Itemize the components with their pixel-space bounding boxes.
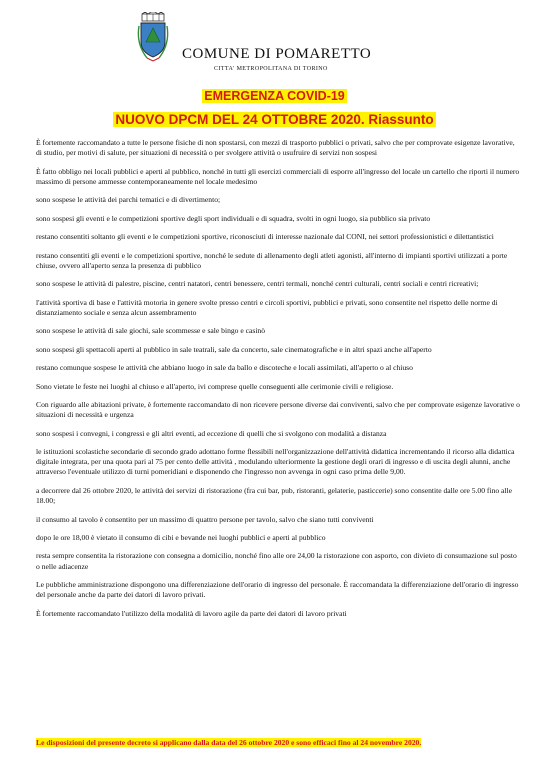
paragraph: sono sospese le attività di palestre, piscine, centri natatori, centri benessere, centri termali, nonché centri culturali, centri sociali e centri ricreativi; <box>36 279 479 289</box>
paragraph: sono sospese le attività dei parchi tematici e di divertimento; <box>36 195 221 205</box>
coat-of-arms-icon <box>136 12 170 62</box>
document-body <box>36 138 520 627</box>
paragraph: Sono vietate le feste nei luoghi al chiuso e all'aperto, ivi comprese quelle conseguenti alle cerimonie civili e religiose. <box>36 381 394 391</box>
dpcm-heading-text: NUOVO DPCM DEL 24 OTTOBRE 2020. Riassunto <box>115 112 434 127</box>
paragraph: È fortemente raccomandato l'utilizzo della modalità di lavoro agile da parte dei datori di lavoro privati <box>36 608 347 618</box>
paragraph: È fatto obbligo nei locali pubblici e aperti al pubblico, nonché in tutti gli esercizi commerciali di esporre all'ingresso del locale un cartello che riporti il numero massimo di persone ammesse contemporaneamente nel locale medesimo <box>36 166 520 186</box>
validity-note <box>36 738 520 748</box>
paragraph: Con riguardo alle abitazioni private, è fortemente raccomandato di non ricevere persone diverse dai conviventi, salvo che per comprovate esigenze lavorative o situazioni di necessità e urgenza <box>36 400 520 420</box>
dpcm-heading <box>0 112 549 127</box>
paragraph: restano consentiti soltanto gli eventi e le competizioni sportive, riconosciuti di interesse nazionale dal CONI, nei settori professionistici e dilettantistici <box>36 232 494 242</box>
paragraph: l'attività sportiva di base e l'attività motoria in genere svolte presso centri e circoli sportivi, pubblici e privati, sono consentite nel rispetto delle norme di distanziamento sociale e senza alcun assembramento <box>36 297 498 317</box>
paragraph: restano comunque sospese le attività che abbiano luogo in sale da ballo e discoteche e locali assimilati, all'aperto o al chiuso <box>36 363 413 373</box>
paragraph: sono sospesi gli eventi e le competizioni sportive degli sport individuali e di squadra, svolti in ogni luogo, sia pubblico sia privato <box>36 213 431 223</box>
paragraph: dopo le ore 18,00 è vietato il consumo di cibi e bevande nei luoghi pubblici e aperti al pubblico <box>36 532 326 542</box>
paragraph: le istituzioni scolastiche secondarie di secondo grado adottano forme flessibili nell'organizzazione dell'attività didattica incrementando il ricorso alla didattica digitale integrata, per una quota pari al 75 per cento delle attività , modulando ulteriormente la gestione degli orari di ingresso e di uscita degli alunni, anche attraverso l'eventuale utilizzo di turni pomeridiani e disponendo che l'ingresso non avvenga in ogni caso prima delle 9,00. <box>36 447 515 477</box>
paragraph: a decorrere dal 26 ottobre 2020, le attività dei servizi di ristorazione (fra cui bar, pub, ristoranti, gelaterie, pasticcerie) sono consentite dalle ore 5.00 fino alle 18.00; <box>36 485 513 506</box>
paragraph: Le pubbliche amministrazione dispongono una differenziazione dell'orario di ingresso del personale. È raccomandata la differenziazione dell'orario di ingresso del personale anche da parte dei datori di lavoro privati. <box>36 580 519 600</box>
paragraph: È fortemente raccomandato a tutte le persone fisiche di non spostarsi, con mezzi di trasporto pubblici o privati, salvo che per comprovate esigenze lavorative, di studio, per motivi di salute, per situazioni di necessità o per svolgere attività o usufruire di servizi non sospesi <box>36 138 515 158</box>
paragraph: il consumo al tavolo è consentito per un massimo di quattro persone per tavolo, salvo che siano tutti conviventi <box>36 514 374 524</box>
emergency-heading <box>0 89 549 103</box>
municipality-title: COMUNE DI POMARETTO <box>182 46 372 62</box>
paragraph: resta sempre consentita la ristorazione con consegna a domicilio, nonché fino alle ore 24,00 la ristorazione con asporto, con divieto di consumazione sul posto o nelle adiacenze <box>36 551 517 571</box>
municipality-subtitle: CITTA' METROPOLITANA DI TORINO <box>214 66 328 72</box>
emergency-heading-text: EMERGENZA COVID-19 <box>204 89 345 103</box>
paragraph: restano consentiti gli eventi e le competizioni sportive, nonché le sedute di allenamento degli atleti agonisti, all'interno di impianti sportivi utilizzati a porte chiuse, ovvero all'aperto senza la presenza di pubblico <box>36 250 508 270</box>
paragraph: sono sospese le attività di sale giochi, sale scommesse e sale bingo e casinò <box>36 326 266 336</box>
validity-note-text: Le disposizioni del presente decreto si applicano dalla data del 26 ottobre 2020 e sono efficaci fino al 24 novembre 2020. <box>36 738 422 747</box>
paragraph: sono sospesi gli spettacoli aperti al pubblico in sale teatrali, sale da concerto, sale cinematografiche e in altri spazi anche all'aperto <box>36 344 432 354</box>
paragraph: sono sospesi i convegni, i congressi e gli altri eventi, ad eccezione di quelli che si svolgono con modalità a distanza <box>36 428 387 438</box>
